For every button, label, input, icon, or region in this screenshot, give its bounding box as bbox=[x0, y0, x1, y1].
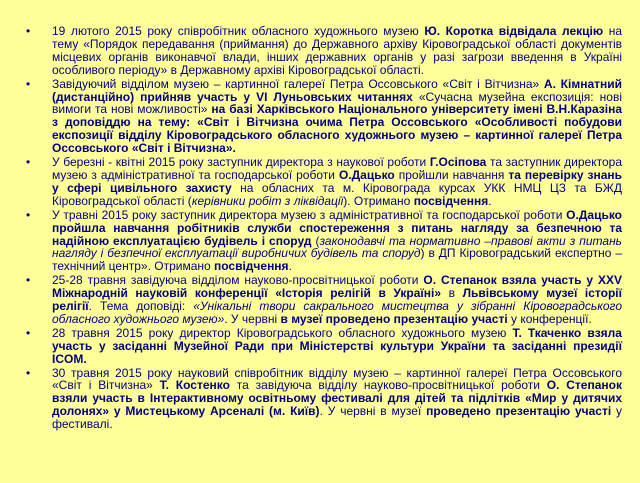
text-segment: . bbox=[288, 259, 292, 274]
text-segment: ). Отримано bbox=[343, 193, 414, 208]
text-segment: в музеї проведено презентацію участі bbox=[280, 311, 508, 326]
text-segment: . У червні bbox=[224, 311, 281, 326]
bullet-item bbox=[26, 367, 622, 432]
text-segment: У травні 2015 року заступник директора музею з адміністративної та господарської роботи bbox=[52, 207, 567, 222]
bullet-item bbox=[26, 274, 622, 326]
bullet-dot-icon: • bbox=[26, 365, 31, 380]
bullet-item bbox=[26, 209, 622, 274]
text-segment: Т. Костенко bbox=[159, 378, 230, 393]
text-segment: Львівському музеї історії релігії bbox=[52, 286, 623, 314]
text-segment: У березні - квітні 2015 року заступник директора з наукової роботи bbox=[52, 155, 430, 170]
bullet-item bbox=[26, 327, 622, 366]
text-segment: . Тема доповіді: bbox=[88, 299, 194, 314]
text-segment: законодавчі та нормативно –правові акти з питань нагляду і безпечної експлуатації виробничих будівель та споруд bbox=[52, 233, 622, 261]
text-segment: на базі Харківського Національного університету імені В.Н.Каразіна з доповіддю на тему: «Світ і Вітчизна очима Петра Оссовського «Особливості побудови експозиції відділу Кіровоградського обласного художнього музею – картинної галереї Петра Оссовського «Світ і Вітчизна». bbox=[52, 102, 622, 156]
text-segment: О. Степанок взяла участь у ХХV Міжнародній науковій конференції «Історія релігій в Україні» bbox=[52, 273, 622, 301]
text-segment: Г.Осіпова bbox=[429, 155, 487, 170]
text-segment: 25-28 травня завідуюча відділом науково-просвітницької роботи bbox=[52, 273, 424, 288]
text-segment: 28 травня 2015 року директор Кіровоградського обласного художнього музею bbox=[52, 325, 513, 340]
text-segment: . У червні в музеї bbox=[319, 404, 427, 419]
text-segment: пройшли навчання bbox=[394, 167, 509, 182]
text-segment: та заступник директора музею з адміністративної та господарської роботи bbox=[52, 155, 622, 182]
text-segment: у фестивалі. bbox=[52, 404, 623, 432]
text-segment: 19 лютого 2015 року співробітник обласного художнього музею bbox=[52, 24, 425, 38]
text-segment: ( bbox=[311, 233, 320, 248]
text-segment: та перевірку знань у сфері цивільного захисту bbox=[52, 167, 622, 195]
text-segment: посвідчення bbox=[413, 193, 489, 208]
bullet-list bbox=[26, 25, 622, 431]
bullet-dot-icon: • bbox=[26, 273, 31, 288]
text-segment: та завідуюча відділу науково-просвітницької роботи bbox=[229, 378, 547, 393]
bullet-item bbox=[26, 78, 622, 155]
text-segment: ) в ДП Кіровоградський експертно – технічний центр». Отримано bbox=[52, 246, 622, 274]
text-segment: О.Дацько пройшла навчання робітників служби спостереження з питань нагляду за безпечною та надійною експлуатацією будівель і споруд bbox=[52, 207, 622, 248]
bullet-dot-icon: • bbox=[26, 207, 31, 222]
text-segment: 30 травня 2015 року науковий співробітник відділу музею – картинної галереї Петра Оссовського «Світ і Вітчизна» bbox=[52, 365, 622, 393]
text-segment: Т. Ткаченко взяла участь у засіданні Музейної Ради при Міністерстві культури України та засіданні президії ICOM. bbox=[52, 325, 622, 366]
text-segment: Завідуючий відділом музею – картинної галереї Петра Оссовського «Світ і Вітчизна» bbox=[52, 76, 544, 91]
text-segment: проведено презентацію участі bbox=[426, 404, 612, 419]
text-segment: А. Кімнатний (дистанційно) прийняв участь у VІ Луньовських читаннях bbox=[52, 76, 622, 104]
bullet-dot-icon: • bbox=[26, 325, 31, 340]
bullet-item bbox=[26, 156, 622, 208]
text-segment: на обласних та м. Кіровограда курсах УКК НМЦ ЦЗ та БЖД Кіровоградської області ( bbox=[52, 180, 622, 208]
text-segment: «Сучасна музейна експозиція: нові вимоги та нові можливості» bbox=[52, 89, 622, 117]
text-segment: на тему «Порядок передавання (приймання) до Державного архіву Кіровоградської області документів місцевих органів виконавчої влади, інших державних органів у разі загрози введення в Україні особливого періоду» в Державному архіві Кіровоградської області. bbox=[52, 24, 623, 77]
text-segment: О. Степанок взяли участь в Інтерактивному освітньому фестивалі для дітей та підлітків «Мир у дитячих долонях» у Мистецькому Арсеналі (м. Київ) bbox=[52, 378, 622, 419]
text-segment: «Унікальні твори сакрального мистецтва у зібранні Кіровоградського обласного художнього музею» bbox=[52, 299, 623, 326]
text-segment: Ю. Коротка відвідала лекцію bbox=[424, 24, 604, 38]
bullet-dot-icon: • bbox=[26, 24, 31, 38]
bullet-dot-icon: • bbox=[26, 155, 31, 170]
text-segment: в bbox=[441, 286, 463, 301]
text-segment: посвідчення bbox=[214, 259, 289, 274]
text-segment: О.Дацько bbox=[338, 167, 395, 182]
bullet-item bbox=[26, 25, 622, 77]
text-segment: . bbox=[488, 193, 492, 208]
bullet-dot-icon: • bbox=[26, 76, 31, 91]
text-segment: керівники робіт з ліквідації bbox=[191, 193, 344, 208]
text-segment: у конференції. bbox=[507, 311, 592, 326]
